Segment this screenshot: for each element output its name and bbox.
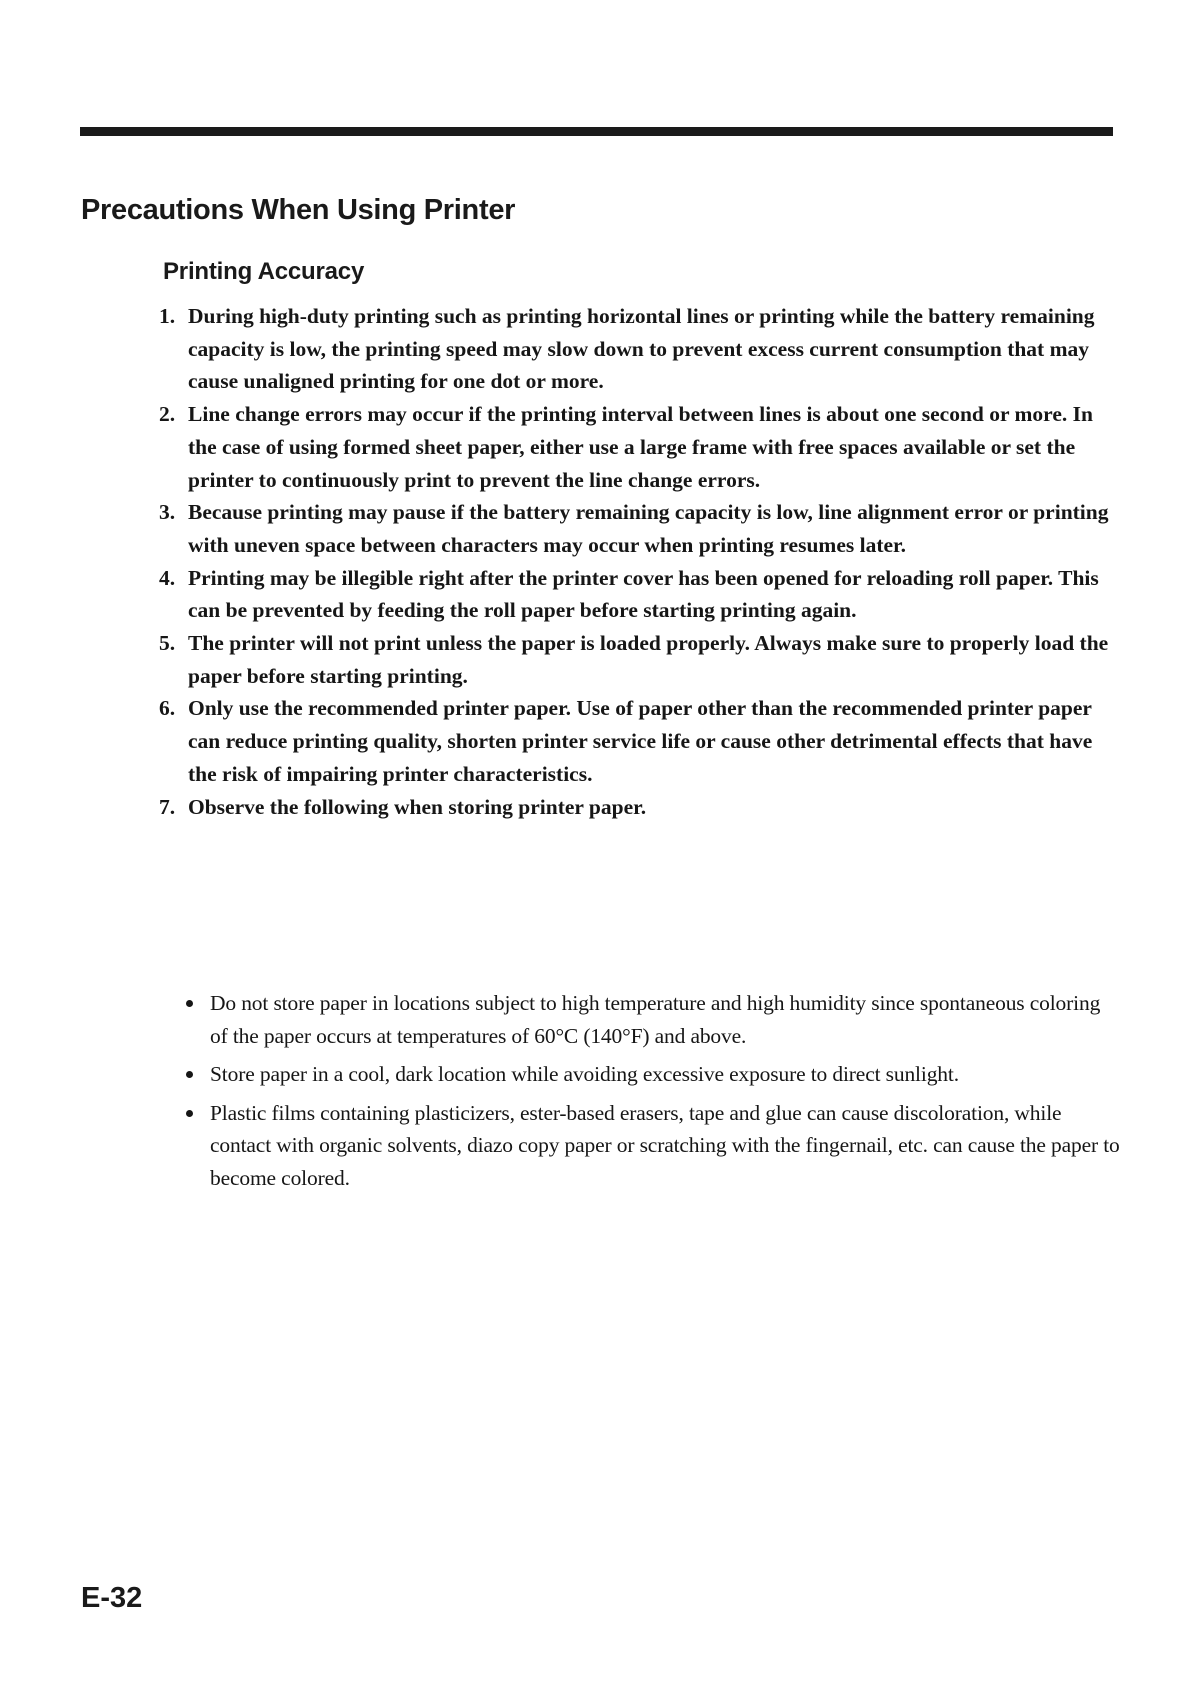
item-number: 1. (159, 304, 176, 328)
item-text: Only use the recommended printer paper. Use of paper other than the recommended printer paper can reduce printing quality, shorten printer service life or cause other detrimental effects that have the risk of impairing printer characteristics. (188, 696, 1093, 786)
precaution-item (159, 562, 1119, 627)
precaution-item (159, 627, 1119, 692)
storage-note-text: Plastic films containing plasticizers, ester-based erasers, tape and glue can cause discoloration, while contact with organic solvents, diazo copy paper or scratching with the fingernail, etc. can cause the paper to become colored. (210, 1100, 1120, 1190)
storage-note-text: Do not store paper in locations subject to high temperature and high humidity since spontaneous coloring of the paper occurs at temperatures of 60°C (140°F) and above. (210, 991, 1101, 1048)
bullet-icon (186, 1000, 193, 1007)
precaution-item (159, 300, 1119, 398)
precaution-item (159, 791, 1119, 824)
storage-notes-list (180, 987, 1120, 1200)
storage-note (180, 1058, 1120, 1091)
item-number: 7. (159, 794, 176, 819)
item-text: Printing may be illegible right after the printer cover has been opened for reloading roll paper. This can be prevented by feeding the roll paper before starting printing again. (188, 565, 1099, 623)
item-text: Line change errors may occur if the printing interval between lines is about one second or more. In the case of using formed sheet paper, either use a large frame with free spaces available or set the printer to continuously print to prevent the line change errors. (188, 402, 1093, 492)
precaution-item (159, 398, 1119, 496)
storage-note-text: Store paper in a cool, dark location while avoiding excessive exposure to direct sunlight. (210, 1062, 959, 1086)
section-title: Printing Accuracy (163, 258, 365, 285)
bullet-icon (186, 1071, 193, 1078)
bullet-icon (186, 1110, 193, 1117)
item-text: During high-duty printing such as printing horizontal lines or printing while the battery remaining capacity is low, the printing speed may slow down to prevent excess current consumption that may cause unaligned printing for one dot or more. (188, 304, 1095, 394)
precaution-item (159, 692, 1119, 790)
header-rule (80, 127, 1113, 136)
item-number: 4. (159, 565, 176, 590)
precautions-list (159, 300, 1119, 823)
item-number: 3. (159, 500, 176, 525)
storage-note (180, 987, 1120, 1052)
page-number: E-32 (81, 1582, 143, 1614)
item-text: The printer will not print unless the paper is loaded properly. Always make sure to properly load the paper before starting printing. (188, 631, 1109, 688)
item-text: Because printing may pause if the battery remaining capacity is low, line alignment error or printing with uneven space between characters may occur when printing resumes later. (188, 500, 1109, 557)
precaution-item (159, 496, 1119, 561)
page-title: Precautions When Using Printer (81, 194, 516, 226)
item-number: 5. (159, 631, 176, 656)
item-number: 6. (159, 696, 176, 721)
storage-note (180, 1097, 1120, 1195)
item-number: 2. (159, 402, 176, 427)
item-text: Observe the following when storing printer paper. (188, 794, 647, 819)
